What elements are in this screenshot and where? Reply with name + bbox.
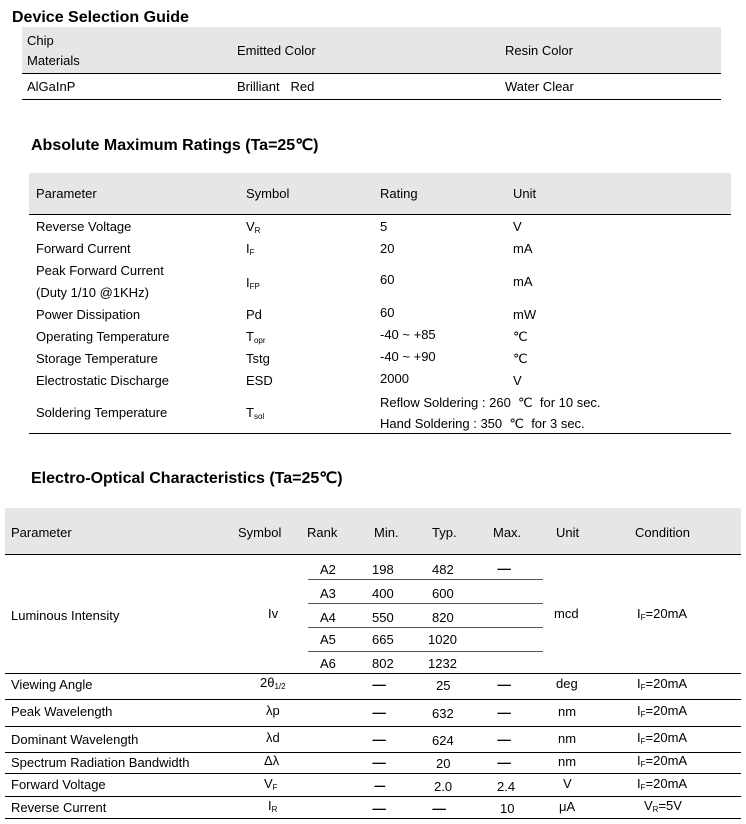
amr-rating: 2000 <box>380 371 409 386</box>
amr-param: Peak Forward Current <box>36 263 164 278</box>
amr-symbol: Tstg <box>246 351 270 366</box>
symbol-main: I <box>268 798 272 813</box>
cond-main: I <box>637 730 641 745</box>
divider <box>29 214 731 215</box>
amr-symbol <box>246 329 266 345</box>
symbol-sub: FP <box>249 282 260 291</box>
amr-symbol <box>246 241 255 257</box>
eoc-header-min: Min. <box>374 525 399 540</box>
eoc-symbol <box>264 776 278 792</box>
amr-rating: -40 ~ +90 <box>380 349 436 364</box>
eoc-condition <box>637 703 687 719</box>
selection-color: Brilliant Red <box>237 79 315 94</box>
eoc-header-band <box>5 508 741 554</box>
eoc-min: ----- <box>372 707 386 719</box>
amr-symbol <box>246 219 260 235</box>
eoc-param: Dominant Wavelength <box>11 732 139 747</box>
eoc-rank: A2 <box>320 562 336 577</box>
symbol-main: I <box>246 275 250 290</box>
eoc-condition <box>637 606 687 622</box>
eoc-min: 665 <box>372 632 394 647</box>
amr-param: Forward Current <box>36 241 131 256</box>
cond-main: I <box>637 606 641 621</box>
divider <box>5 554 741 555</box>
amr-rating: 5 <box>380 219 388 234</box>
divider <box>22 99 721 100</box>
eoc-condition <box>637 776 687 792</box>
eoc-max: ----- <box>497 563 511 575</box>
eoc-max: ----- <box>497 679 511 691</box>
divider <box>308 627 543 628</box>
cond-sub: F <box>640 710 646 719</box>
eoc-max: 10 <box>500 801 515 816</box>
eoc-rank: A3 <box>320 586 336 601</box>
amr-symbol: Pd <box>246 307 262 322</box>
symbol-sub: R <box>271 805 278 814</box>
divider <box>29 433 731 434</box>
eoc-typ: 1020 <box>428 632 457 647</box>
symbol-main: V <box>246 219 255 234</box>
symbol-main: T <box>246 405 254 420</box>
eoc-max: ----- <box>497 707 511 719</box>
eoc-condition <box>637 753 687 769</box>
selection-header-band <box>22 27 721 73</box>
eoc-header-condition: Condition <box>635 525 690 540</box>
cond-sub: F <box>640 683 646 692</box>
selection-header-chip-2: Materials <box>27 53 80 68</box>
cond-main: I <box>637 753 641 768</box>
symbol-sub: F <box>272 783 278 792</box>
amr-unit: V <box>513 373 522 388</box>
divider <box>5 796 741 797</box>
eoc-condition <box>644 798 682 814</box>
amr-header-rating: Rating <box>380 186 418 201</box>
amr-symbol <box>246 275 260 291</box>
cond-rest: =20mA <box>645 730 688 745</box>
cond-sub: F <box>640 783 646 792</box>
eoc-header-max: Max. <box>493 525 522 540</box>
eoc-typ: 624 <box>432 733 454 748</box>
eoc-param: Spectrum Radiation Bandwidth <box>11 755 190 770</box>
symbol-main: 2θ <box>260 675 275 690</box>
eoc-title: Electro-Optical Characteristics (Ta=25℃) <box>31 470 343 487</box>
eoc-symbol: λd <box>266 730 280 745</box>
eoc-min: 400 <box>372 586 394 601</box>
cond-main: V <box>644 798 653 813</box>
eoc-header-parameter: Parameter <box>11 525 72 540</box>
amr-rating: 20 <box>380 241 395 256</box>
eoc-param: Peak Wavelength <box>11 704 113 719</box>
amr-param: Electrostatic Discharge <box>36 373 169 388</box>
amr-unit: V <box>513 219 522 234</box>
divider <box>22 73 721 74</box>
eoc-header-rank: Rank <box>307 525 338 540</box>
eoc-typ: 25 <box>436 678 451 693</box>
cond-sub: F <box>640 760 646 769</box>
cond-sub: F <box>640 613 646 622</box>
symbol-sub: R <box>254 226 261 235</box>
amr-param: Storage Temperature <box>36 351 158 366</box>
amr-rating-2: Hand Soldering : 350 ℃ for 3 sec. <box>380 416 585 431</box>
eoc-symbol: λp <box>266 703 280 718</box>
cond-rest: =20mA <box>645 703 688 718</box>
divider <box>308 603 543 604</box>
amr-header-parameter: Parameter <box>36 186 97 201</box>
cond-rest: =20mA <box>645 776 688 791</box>
amr-unit: mW <box>513 307 537 322</box>
eoc-typ: 600 <box>432 586 454 601</box>
cond-main: I <box>637 776 641 791</box>
eoc-typ: 820 <box>432 610 454 625</box>
divider <box>308 651 543 652</box>
eoc-unit: V <box>563 776 572 791</box>
amr-param-2: (Duty 1/10 @1KHz) <box>36 285 149 300</box>
divider <box>5 818 741 819</box>
amr-title: Absolute Maximum Ratings (Ta=25℃) <box>31 137 319 154</box>
amr-header-unit: Unit <box>513 186 537 201</box>
eoc-min: ---- <box>374 780 385 792</box>
eoc-header-unit: Unit <box>556 525 580 540</box>
amr-param: Operating Temperature <box>36 329 170 344</box>
cond-main: I <box>637 676 641 691</box>
amr-rating: 60 <box>380 272 395 287</box>
cond-sub: F <box>640 737 646 746</box>
eoc-typ: 632 <box>432 706 454 721</box>
eoc-unit: mcd <box>554 606 579 621</box>
divider <box>5 752 741 753</box>
divider <box>5 699 741 700</box>
eoc-header-symbol: Symbol <box>238 525 282 540</box>
eoc-symbol <box>260 675 286 691</box>
eoc-typ: 1232 <box>428 656 457 671</box>
amr-unit: mA <box>513 241 533 256</box>
eoc-rank: A5 <box>320 632 336 647</box>
eoc-min: 802 <box>372 656 394 671</box>
amr-param: Reverse Voltage <box>36 219 132 234</box>
eoc-condition <box>637 676 687 692</box>
eoc-max: ----- <box>497 757 511 769</box>
amr-param: Soldering Temperature <box>36 405 168 420</box>
cond-rest: =20mA <box>645 676 688 691</box>
selection-chip: AlGaInP <box>27 79 76 94</box>
eoc-unit: nm <box>558 704 577 719</box>
eoc-min: 550 <box>372 610 394 625</box>
eoc-unit: nm <box>558 731 577 746</box>
eoc-unit: μA <box>559 799 576 814</box>
symbol-sub: opr <box>253 336 266 345</box>
eoc-max: 2.4 <box>497 779 516 794</box>
symbol-sub: F <box>249 248 255 257</box>
selection-title: Device Selection Guide <box>12 9 189 26</box>
divider <box>5 773 741 774</box>
eoc-min: ----- <box>372 679 386 691</box>
amr-symbol: ESD <box>246 373 273 388</box>
eoc-max: ----- <box>497 734 511 746</box>
eoc-unit: nm <box>558 754 577 769</box>
eoc-min: ----- <box>372 734 386 746</box>
eoc-header-typ: Typ. <box>432 525 457 540</box>
selection-header-color: Emitted Color <box>237 43 316 58</box>
divider <box>308 579 543 580</box>
amr-rating: -40 ~ +85 <box>380 327 436 342</box>
eoc-min: ----- <box>372 803 386 815</box>
amr-unit: ℃ <box>513 329 528 344</box>
eoc-unit: deg <box>556 676 578 691</box>
symbol-main: T <box>246 329 254 344</box>
cond-sub: R <box>652 805 659 814</box>
eoc-param: Forward Voltage <box>11 777 106 792</box>
cond-main: I <box>637 703 641 718</box>
amr-unit: mA <box>513 274 533 289</box>
eoc-typ: 482 <box>432 562 454 577</box>
eoc-param: Viewing Angle <box>11 677 93 692</box>
eoc-param: Reverse Current <box>11 800 107 815</box>
cond-rest: =20mA <box>645 753 688 768</box>
symbol-main: I <box>246 241 250 256</box>
eoc-symbol <box>268 798 277 814</box>
cond-rest: =5V <box>658 798 682 813</box>
symbol-sub: 1/2 <box>274 682 286 691</box>
amr-symbol <box>246 405 264 421</box>
eoc-typ: ----- <box>432 803 446 815</box>
selection-header-chip-1: Chip <box>27 33 54 48</box>
eoc-typ: 2.0 <box>434 779 453 794</box>
eoc-typ: 20 <box>436 756 451 771</box>
selection-header-resin: Resin Color <box>505 43 573 58</box>
eoc-rank: A4 <box>320 610 336 625</box>
eoc-param: Luminous Intensity <box>11 608 120 623</box>
amr-unit: ℃ <box>513 351 528 366</box>
divider <box>5 726 741 727</box>
amr-rating: Reflow Soldering : 260 ℃ for 10 sec. <box>380 395 601 410</box>
amr-rating: 60 <box>380 305 395 320</box>
eoc-symbol: Iv <box>268 606 279 621</box>
eoc-condition <box>637 730 687 746</box>
selection-resin: Water Clear <box>505 79 574 94</box>
amr-header-symbol: Symbol <box>246 186 290 201</box>
eoc-min: ----- <box>372 757 386 769</box>
eoc-min: 198 <box>372 562 394 577</box>
eoc-symbol: Δλ <box>264 753 280 768</box>
eoc-rank: A6 <box>320 656 336 671</box>
amr-param: Power Dissipation <box>36 307 141 322</box>
divider <box>5 673 741 674</box>
symbol-main: V <box>264 776 273 791</box>
cond-rest: =20mA <box>645 606 688 621</box>
symbol-sub: sol <box>253 412 265 421</box>
